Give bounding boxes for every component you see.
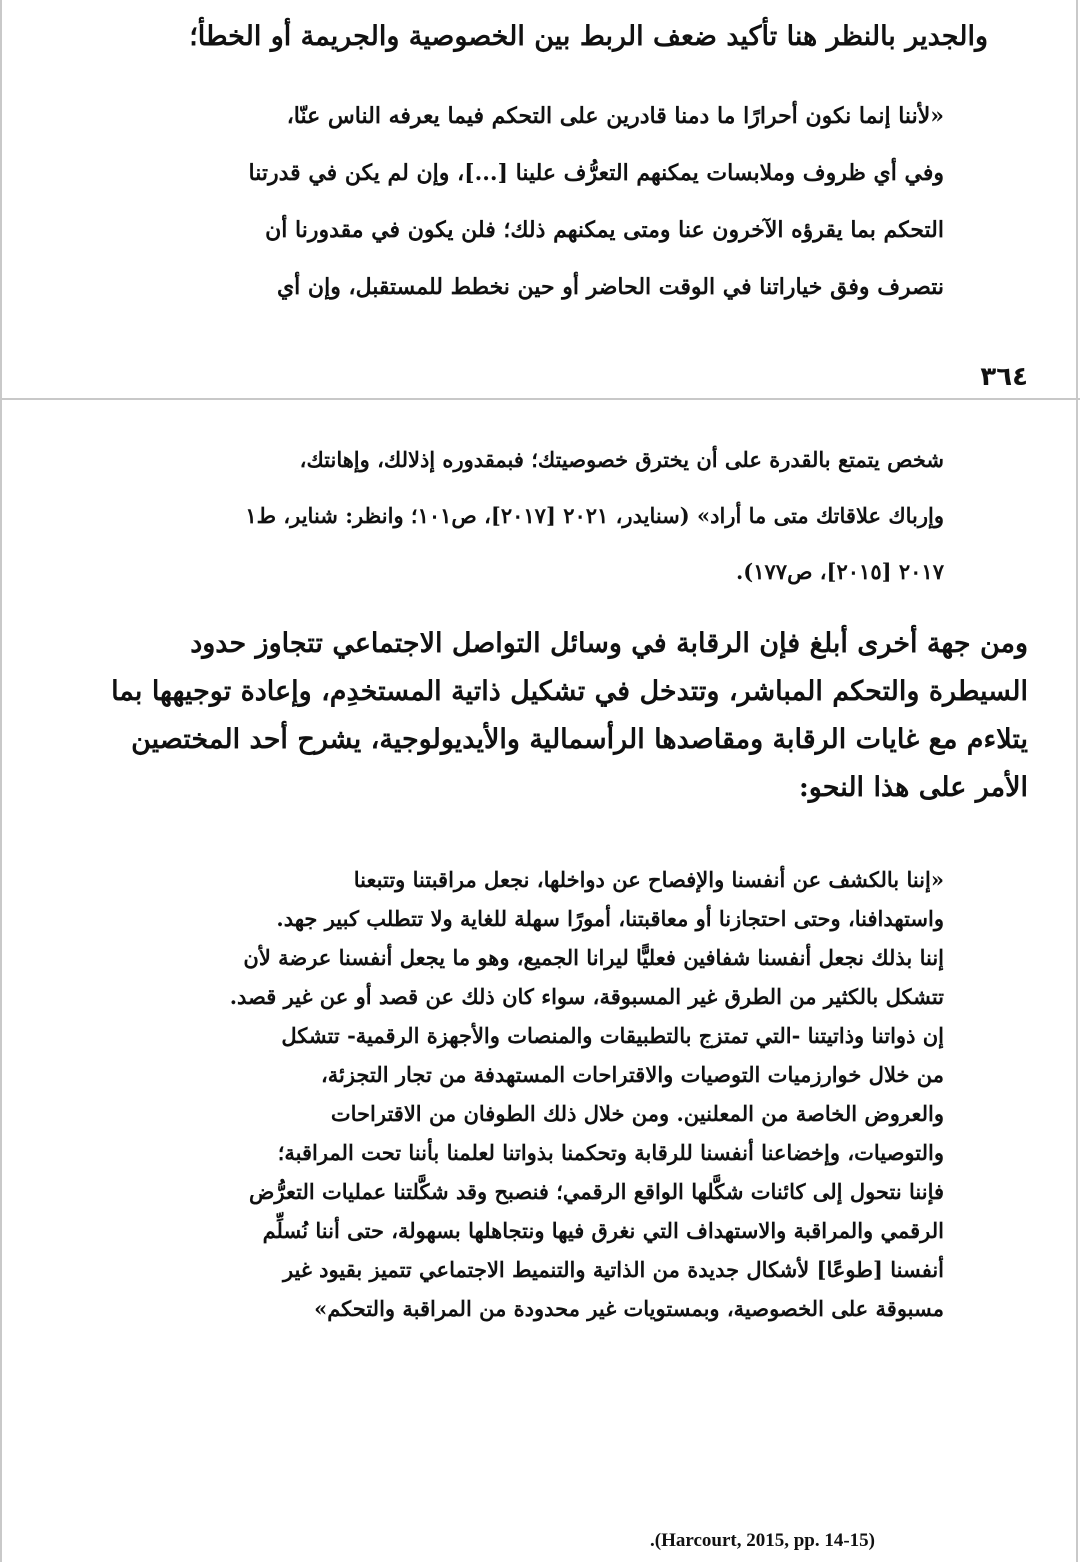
paragraph-line: السيطرة والتحكم المباشر، وتتدخل في تشكيل ذاتية المستخدِم، وإعادة توجيهها بما bbox=[111, 676, 1028, 707]
quote-line: من خلال خوارزميات التوصيات والاقتراحات المستهدفة من تجار التجزئة، bbox=[320, 1062, 944, 1087]
harcourt-quote bbox=[114, 860, 944, 1328]
quote-line: واستهدافنا، وحتى احتجازنا أو معاقبتنا، أمورًا سهلة للغاية ولا تتطلب كبير جهد. bbox=[276, 906, 944, 931]
quote-line: التحكم بما يقرؤه الآخرون عنا ومتى يمكنهم ذلك؛ فلن يكون في مقدورنا أن bbox=[265, 217, 944, 243]
top-quote bbox=[114, 88, 944, 316]
page-separator bbox=[0, 398, 1080, 400]
page-number: ٣٦٤ bbox=[980, 362, 1028, 392]
quote-line: «لأننا إنما نكون أحرارًا ما دمنا قادرين على التحكم فيما يعرفه الناس عنّا، bbox=[286, 103, 944, 129]
quote-line: وإرباك علاقاتك متى ما أراد» (سنايدر، ٢٠٢١ [٢٠١٧]، ص١٠١؛ وانظر: شناير، ط١ bbox=[245, 503, 944, 528]
citation: .(Harcourt, 2015, pp. 14-15) bbox=[650, 1530, 875, 1551]
quote-line: «إننا بالكشف عن أنفسنا والإفصاح عن دواخلها، نجعل مراقبتنا وتتبعنا bbox=[353, 867, 944, 892]
quote-line: نتصرف وفق خياراتنا في الوقت الحاضر أو حين نخطط للمستقبل، وإن أي bbox=[276, 274, 944, 300]
paragraph-line: ومن جهة أخرى أبلغ فإن الرقابة في وسائل التواصل الاجتماعي تتجاوز حدود bbox=[190, 628, 1028, 659]
heading-line: والجدير بالنظر هنا تأكيد ضعف الربط بين الخصوصية والجريمة أو الخطأ؛ bbox=[189, 21, 988, 52]
quote-line: إننا بذلك نجعل أنفسنا شفافين فعليًّا ليرانا الجميع، وهو ما يجعل أنفسنا عرضة لأن bbox=[243, 945, 944, 970]
paragraph-line: الأمر على هذا النحو: bbox=[798, 772, 1028, 803]
quote-line: والعروض الخاصة من المعلنين. ومن خلال ذلك الطوفان من الاقتراحات bbox=[330, 1101, 944, 1126]
top-heading bbox=[48, 14, 988, 60]
quote-line: ٢٠١٧ [٢٠١٥]، ص١٧٧). bbox=[735, 559, 944, 584]
quote-continuation bbox=[114, 432, 944, 600]
quote-line: أنفسنا [طوعًا] لأشكال جديدة من الذاتية والتنميط الاجتماعي تتميز بقيود غير bbox=[282, 1257, 944, 1282]
body-paragraph bbox=[38, 620, 1028, 812]
quote-line: تتشكل بالكثير من الطرق غير المسبوقة، سواء كان ذلك عن قصد أو عن غير قصد. bbox=[229, 984, 944, 1009]
quote-line: شخص يتمتع بالقدرة على أن يخترق خصوصيتك؛ فبمقدوره إذلالك، وإهانتك، bbox=[299, 447, 944, 472]
quote-line: وفي أي ظروف وملابسات يمكنهم التعرُّف علينا [...]، وإن لم يكن في قدرتنا bbox=[248, 160, 944, 186]
quote-line: فإننا نتحول إلى كائنات شكَّلها الواقع الرقمي؛ فنصبح وقد شكَّلتنا عمليات التعرُّض bbox=[249, 1179, 944, 1204]
quote-line: الرقمي والمراقبة والاستهداف التي نغرق فيها ونتجاهلها بسهولة، حتى أننا نُسلِّم bbox=[262, 1218, 944, 1243]
quote-line: مسبوقة على الخصوصية، وبمستويات غير محدودة من المراقبة والتحكم» bbox=[314, 1296, 944, 1321]
paragraph-line: يتلاءم مع غايات الرقابة ومقاصدها الرأسمالية والأيديولوجية، يشرح أحد المختصين bbox=[131, 724, 1028, 755]
quote-line: والتوصيات، وإخضاعنا أنفسنا للرقابة وتحكمنا بذواتنا لعلمنا بأننا تحت المراقبة؛ bbox=[277, 1140, 944, 1165]
quote-line: إن ذواتنا وذاتيتنا -التي تمتزج بالتطبيقات والمنصات والأجهزة الرقمية- تتشكل bbox=[281, 1023, 944, 1048]
